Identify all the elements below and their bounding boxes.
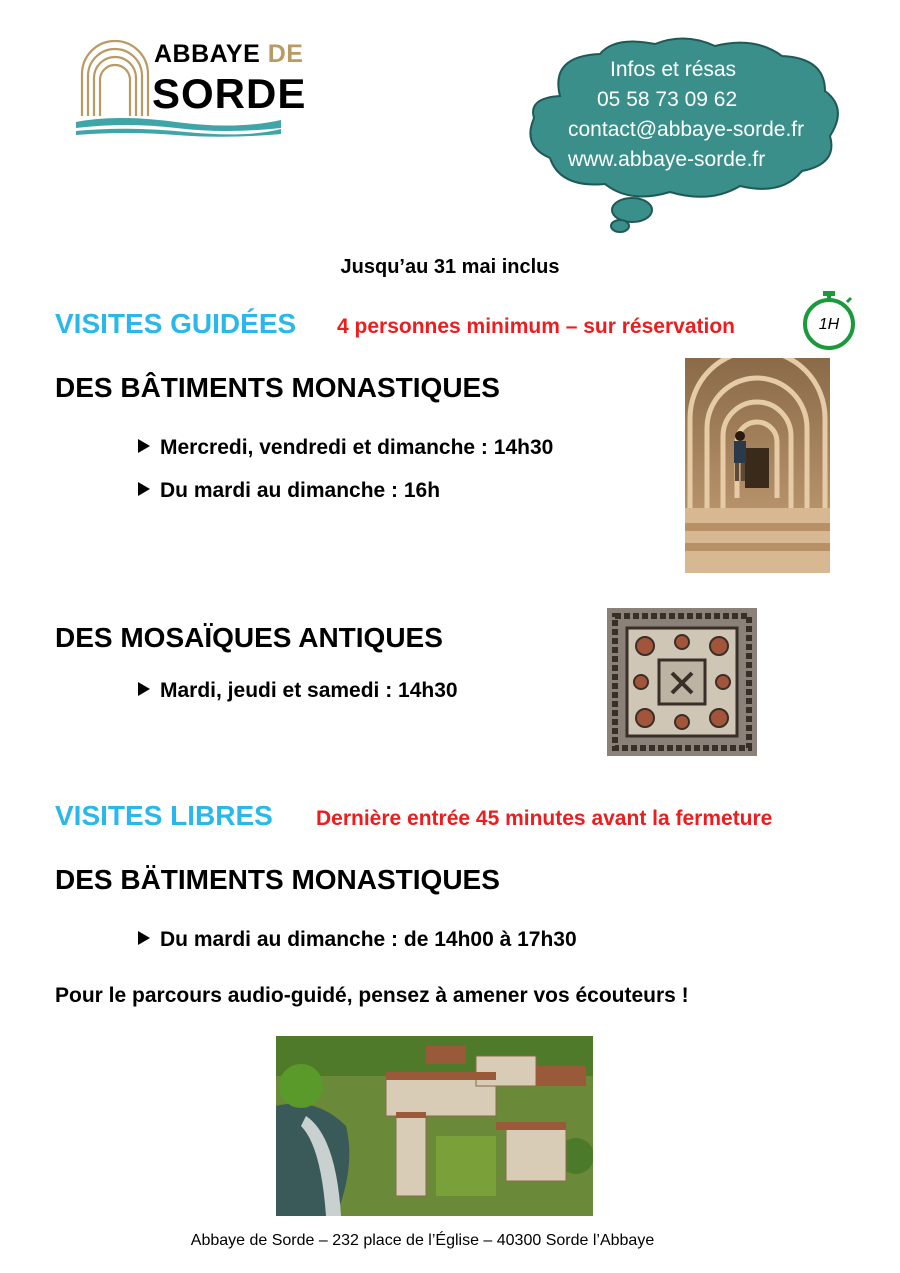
aerial-photo — [276, 1036, 593, 1216]
timer-duration: 1H — [818, 316, 840, 333]
logo-word-abbaye: ABBAYE — [154, 40, 261, 68]
guided-visits-note: 4 personnes minimum – sur réservation — [337, 315, 735, 338]
contact-phone[interactable]: 05 58 73 09 62 — [597, 88, 738, 111]
timer-icon — [800, 290, 858, 350]
mosaic-photo — [607, 608, 757, 756]
buildings-heading: DES BÂTIMENTS MONASTIQUES — [55, 372, 500, 403]
free-visits-title: VISITES LIBRES — [55, 800, 273, 831]
bullet-triangle-icon — [138, 439, 150, 453]
bullet-triangle-icon — [138, 482, 150, 496]
guided-visits-title: VISITES GUIDÉES — [55, 308, 297, 339]
audio-guide-notice: Pour le parcours audio-guidé, pensez à amener vos écouteurs ! — [55, 984, 689, 1007]
free-visits-note: Dernière entrée 45 minutes avant la fermeture — [316, 807, 773, 830]
footer-address: Abbaye de Sorde – 232 place de l’Église – 40300 Sorde l’Abbaye — [190, 1232, 655, 1249]
list-item: Mardi, jeudi et samedi : 14h30 — [138, 679, 458, 703]
contact-title: Infos et résas — [610, 58, 737, 81]
date-notice: Jusqu’au 31 mai inclus — [340, 256, 560, 278]
list-item: Du mardi au dimanche : de 14h00 à 17h30 — [138, 928, 577, 952]
list-item: Mercredi, vendredi et dimanche : 14h30 — [138, 436, 553, 460]
bullet-triangle-icon — [138, 682, 150, 696]
logo-word-de: DE — [267, 40, 304, 68]
logo-line2: SORDE — [152, 70, 307, 117]
free-buildings-heading: DES BÄTIMENTS MONASTIQUES — [55, 864, 500, 895]
bullet-triangle-icon — [138, 931, 150, 945]
contact-email[interactable]: contact@abbaye-sorde.fr — [568, 118, 805, 141]
cloister-photo — [685, 358, 830, 573]
logo-line1 — [154, 40, 303, 69]
list-item: Du mardi au dimanche : 16h — [138, 479, 440, 503]
mosaics-heading: DES MOSAÏQUES ANTIQUES — [55, 622, 443, 653]
contact-website[interactable]: www.abbaye-sorde.fr — [568, 148, 766, 171]
